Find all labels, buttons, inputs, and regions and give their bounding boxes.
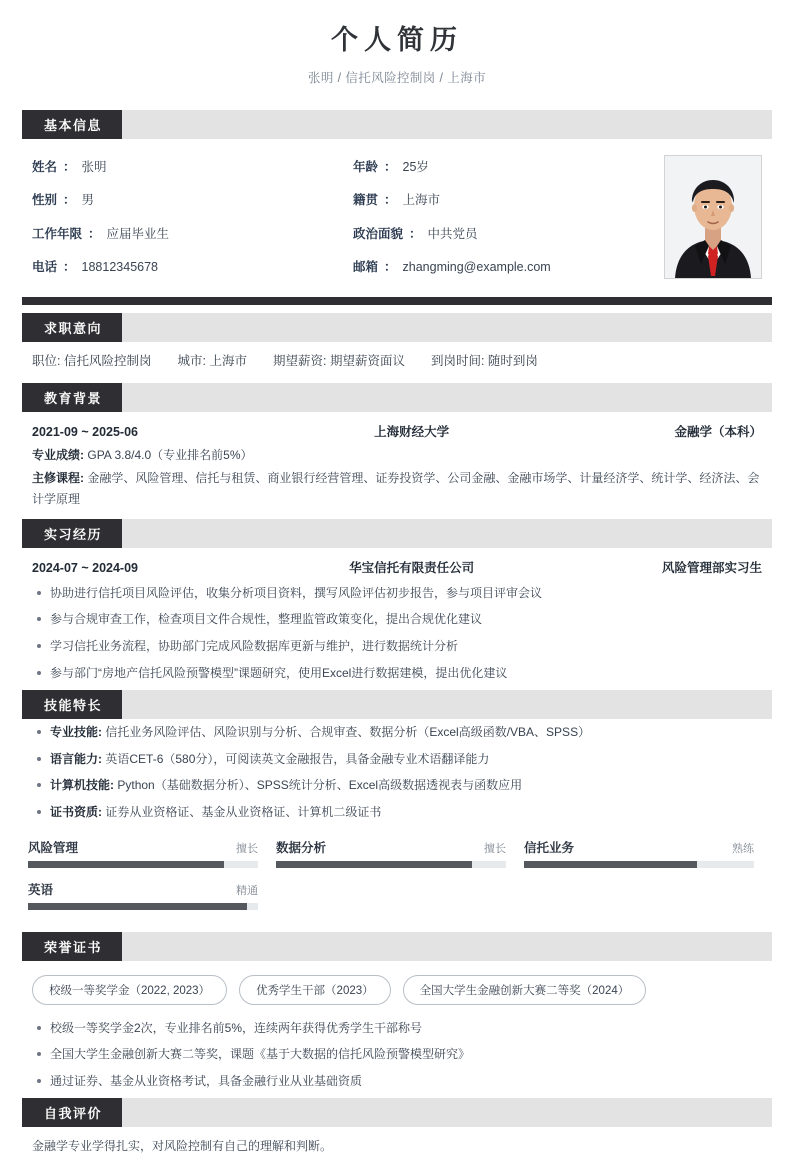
info-value: 应届毕业生 <box>106 226 170 241</box>
page-subtitle: 张明 / 信托风险控制岗 / 上海市 <box>307 70 487 85</box>
info-label: 年龄 <box>353 159 379 174</box>
list-item: 专业技能: 信托业务风险评估、风险识别与分析、合规审查、数据分析（Excel高级函数/VBA、SPSS） <box>32 723 762 742</box>
info-row-email <box>343 257 664 279</box>
section-title-honors: 荣誉证书 <box>22 932 122 961</box>
education-period: 2021-09 ~ 2025-06 <box>32 424 138 439</box>
info-value: 男 <box>81 193 95 208</box>
info-value: 上海市 <box>402 193 441 208</box>
info-colon: ： <box>384 260 397 275</box>
honor-chip: 校级一等奖学金（2022, 2023） <box>32 975 227 1005</box>
intent-value: 信托风险控制岗 <box>63 353 152 368</box>
intent-city <box>177 351 246 369</box>
section-bar-fill <box>122 519 772 548</box>
skill-bar-name: 风险管理 <box>28 840 79 855</box>
skill-bar-trust-business <box>524 838 754 868</box>
skill-bar-name: 英语 <box>28 882 54 897</box>
info-row-name <box>22 157 343 179</box>
info-value: 18812345678 <box>81 260 159 275</box>
intent-value: 上海市 <box>209 353 247 368</box>
section-title-skills: 技能特长 <box>22 690 122 719</box>
document-header <box>22 0 772 102</box>
info-colon: ： <box>88 226 101 241</box>
skill-item-value: Python（基础数据分析）、SPSS统计分析、Excel高级数据透视表与函数应用 <box>117 778 523 793</box>
intent-key: 期望薪资: <box>272 353 327 368</box>
info-row-phone <box>22 257 343 279</box>
education-major: 金融学（本科） <box>674 424 762 439</box>
education-courses-label: 主修课程 <box>32 470 81 485</box>
section-header-honors <box>22 932 772 961</box>
skill-item-label: 证书资质 <box>50 804 99 819</box>
intent-key: 到岗时间: <box>430 353 485 368</box>
skill-bar-grid <box>22 830 772 924</box>
info-row-age <box>343 157 664 179</box>
info-label: 姓名 <box>32 159 58 174</box>
skill-bar-english <box>28 880 258 910</box>
internship-role: 风险管理部实习生 <box>661 560 762 575</box>
list-item: 参与部门“房地产信托风险预警模型”课题研究，使用Excel进行数据建模，提出优化建议 <box>32 664 762 683</box>
section-header-education <box>22 383 772 412</box>
list-item: 全国大学生金融创新大赛二等奖，课题《基于大数据的信托风险预警模型研究》 <box>32 1045 762 1064</box>
education-courses-line: 主修课程: 金融学、风险管理、信托与租赁、商业银行经营管理、证券投资学、公司金融、金融市场学、计量经济学、统计学、经济法、会计学原理 <box>32 470 760 506</box>
skill-bar-track <box>276 861 506 868</box>
section-bar-fill <box>122 383 772 412</box>
self-evaluation-text: 金融学专业学得扎实，对风险控制有自己的理解和判断。 <box>32 1139 333 1154</box>
skill-bar-level: 擅长 <box>484 842 506 855</box>
skill-bar-track <box>524 861 754 868</box>
skill-bar-fill <box>276 861 472 868</box>
intent-position <box>32 351 151 369</box>
internship-period: 2024-07 ~ 2024-09 <box>32 560 138 575</box>
info-row-political-status <box>343 224 664 246</box>
info-row-hometown <box>343 190 664 212</box>
skill-bar-header <box>28 880 258 898</box>
skill-bar-header <box>28 838 258 856</box>
skill-bar-name: 数据分析 <box>276 840 327 855</box>
list-item: 学习信托业务流程，协助部门完成风险数据库更新与维护，进行数据统计分析 <box>32 637 762 656</box>
skill-item-label: 专业技能 <box>50 725 99 740</box>
skill-detail-list <box>22 723 772 821</box>
info-value: 25岁 <box>402 159 429 174</box>
info-label: 邮箱 <box>353 260 379 275</box>
list-item: 证书资质: 证券从业资格证、基金从业资格证、计算机二级证书 <box>32 803 762 822</box>
info-label: 性别 <box>32 193 58 208</box>
skill-item-value: 证券从业资格证、基金从业资格证、计算机二级证书 <box>105 804 382 819</box>
info-value: 中共党员 <box>427 226 478 241</box>
job-intent-row <box>22 342 772 375</box>
info-colon: ： <box>63 260 76 275</box>
honor-bullet-list <box>22 1019 772 1091</box>
info-row-experience <box>22 224 343 246</box>
info-row-gender <box>22 190 343 212</box>
skill-bar-fill <box>28 903 247 910</box>
skill-item-value: 信托业务风险评估、风险识别与分析、合规审查、数据分析（Excel高级函数/VBA、SPSS） <box>105 725 591 740</box>
skill-bar-track <box>28 861 258 868</box>
info-label: 籍贯 <box>353 193 379 208</box>
section-bar-fill <box>122 932 772 961</box>
info-label: 工作年限 <box>32 226 83 241</box>
list-item: 计算机技能: Python（基础数据分析）、SPSS统计分析、Excel高级数据透视表与函数应用 <box>32 776 762 795</box>
skill-bar-track <box>28 903 258 910</box>
page-title: 个人简历 <box>331 25 463 55</box>
skill-bar-level: 熟练 <box>732 842 754 855</box>
education-entry-header <box>22 412 772 444</box>
list-item: 协助进行信托项目风险评估，收集分析项目资料，撰写风险评估初步报告，参与项目评审会议 <box>32 584 762 603</box>
info-colon: ： <box>384 193 397 208</box>
list-item: 通过证券、基金从业资格考试，具备金融行业从业基础资质 <box>32 1072 762 1091</box>
basic-info-grid <box>22 153 664 279</box>
section-title-education: 教育背景 <box>22 383 122 412</box>
skill-item-label: 语言能力 <box>50 751 99 766</box>
info-colon: ： <box>409 226 422 241</box>
skill-bar-level: 擅长 <box>236 842 258 855</box>
skill-bar-name: 信托业务 <box>524 840 575 855</box>
intent-value: 随时到岗 <box>487 353 538 368</box>
list-item: 参与合规审查工作，检查项目文件合规性，整理监管政策变化，提出合规优化建议 <box>32 610 762 629</box>
skill-bar-level: 精通 <box>236 884 258 897</box>
section-divider <box>22 297 772 305</box>
skill-bar-risk-management <box>28 838 258 868</box>
info-colon: ： <box>384 159 397 174</box>
info-value: 张明 <box>81 159 107 174</box>
education-gpa-label: 专业成绩 <box>32 447 81 462</box>
honor-chip: 全国大学生金融创新大赛二等奖（2024） <box>403 975 647 1005</box>
skill-bar-fill <box>524 861 697 868</box>
education-courses-value: 金融学、风险管理、信托与租赁、商业银行经营管理、证券投资学、公司金融、金融市场学、计量经济学、统计学、经济法、会计学原理 <box>32 470 760 506</box>
info-value: zhangming@example.com <box>402 260 551 275</box>
section-header-skills <box>22 690 772 719</box>
list-item: 校级一等奖学金2次，专业排名前5%，连续两年获得优秀学生干部称号 <box>32 1019 762 1038</box>
skill-item-label: 计算机技能 <box>50 778 111 793</box>
skill-bar-fill <box>28 861 224 868</box>
info-colon: ： <box>63 159 76 174</box>
skill-bar-data-analysis <box>276 838 506 868</box>
info-label: 电话 <box>32 260 58 275</box>
internship-duty-list <box>22 584 772 682</box>
section-header-intent <box>22 313 772 342</box>
info-colon: ： <box>63 193 76 208</box>
portrait-photo <box>664 155 762 279</box>
skill-bar-header <box>524 838 754 856</box>
intent-availability <box>431 351 538 369</box>
section-bar-fill <box>122 313 772 342</box>
section-title-basic: 基本信息 <box>22 110 122 139</box>
section-title-internship: 实习经历 <box>22 519 122 548</box>
honor-chip-row <box>22 961 772 1015</box>
education-gpa-line: 专业成绩: GPA 3.8/4.0（专业排名前5%） <box>32 447 253 462</box>
section-bar-fill <box>122 110 772 139</box>
intent-salary <box>273 351 405 369</box>
education-gpa-value: GPA 3.8/4.0（专业排名前5%） <box>87 447 253 462</box>
intent-key: 城市: <box>177 353 206 368</box>
info-label: 政治面貌 <box>353 226 404 241</box>
list-item: 语言能力: 英语CET-6（580分），可阅读英文金融报告，具备金融专业术语翻译能力 <box>32 750 762 769</box>
basic-info-section <box>22 139 772 285</box>
internship-entry-header <box>22 548 772 580</box>
section-header-internship <box>22 519 772 548</box>
section-title-intent: 求职意向 <box>22 313 122 342</box>
skill-bar-header <box>276 838 506 856</box>
education-school: 上海财经大学 <box>374 424 450 439</box>
section-header-basic <box>22 110 772 139</box>
intent-key: 职位: <box>32 353 61 368</box>
skill-item-value: 英语CET-6（580分），可阅读英文金融报告，具备金融专业术语翻译能力 <box>105 751 490 766</box>
section-bar-fill <box>122 690 772 719</box>
section-title-evaluation: 自我评价 <box>22 1098 122 1127</box>
internship-company: 华宝信托有限责任公司 <box>349 560 475 575</box>
intent-value: 期望薪资面议 <box>329 353 405 368</box>
honor-chip: 优秀学生干部（2023） <box>239 975 391 1005</box>
